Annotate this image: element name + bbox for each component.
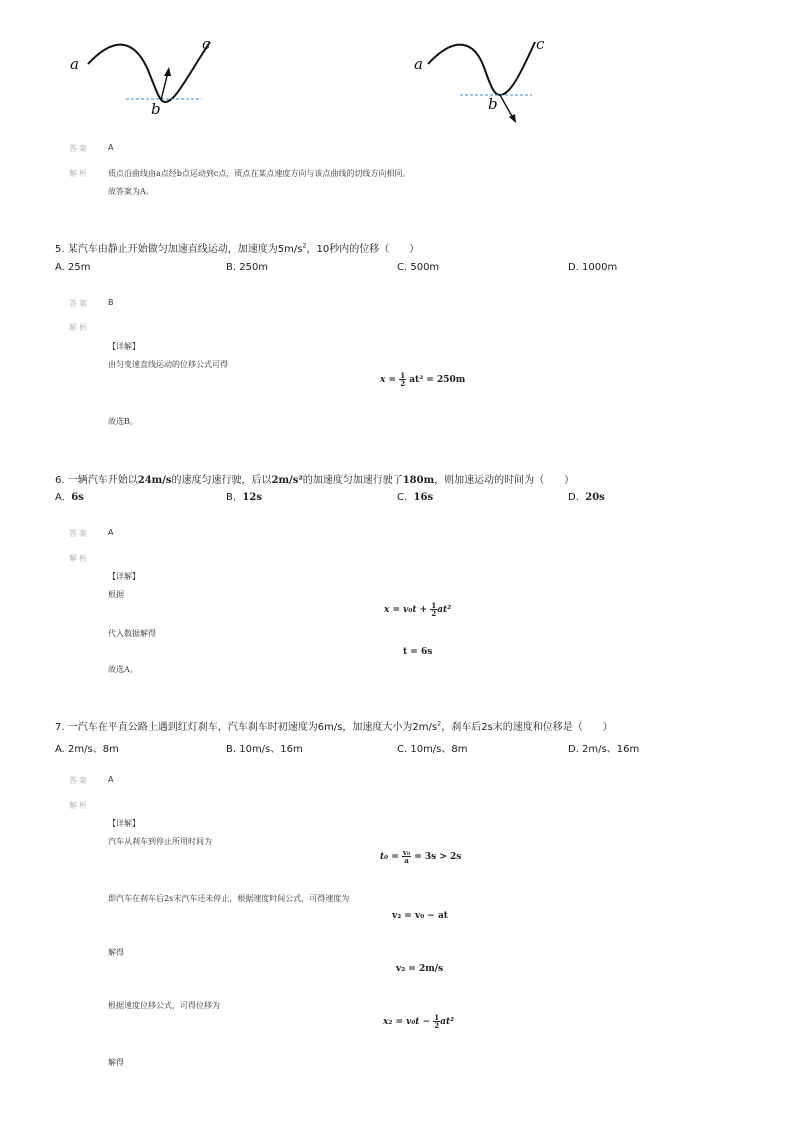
question-7-stem: 7. 一汽车在平直公路上遇到红灯刹车，汽车刹车时初速度为6m/s，加速度大小为$2m/s^2$，刹车后2s末的速度和位移是（ ）	[55, 719, 613, 733]
question-6-option-c[interactable]: C. 16s	[397, 492, 434, 503]
velocity-arrow	[500, 95, 513, 118]
velocity-arrowhead	[164, 67, 171, 76]
question-6-option-b[interactable]: B. 12s	[226, 492, 262, 503]
question-5-stem: 5. 某汽车由静止开始做匀加速直线运动，加速度为$5m/s^2$，10秒内的位移（ ）	[55, 241, 420, 255]
analysis-conclusion: 故答案为A。	[108, 187, 154, 196]
answer-value: B	[108, 298, 114, 307]
analysis-text: 解得	[108, 948, 124, 957]
analysis-label: 解析	[69, 801, 89, 810]
answer-value: A	[108, 528, 114, 537]
figure-label-a: a	[414, 55, 423, 73]
answer-label: 答案	[69, 776, 89, 785]
figure-label-c: c	[536, 35, 545, 53]
detail-heading: 【详解】	[108, 819, 140, 828]
question-5-option-b[interactable]: B. 250m	[226, 262, 269, 273]
figure-label-b: b	[488, 95, 498, 113]
trajectory-curve	[88, 42, 210, 102]
analysis-text: 根据	[108, 590, 124, 599]
analysis-text: 汽车从刹车到停止所用时间为	[108, 837, 212, 846]
curve-figure-left	[60, 30, 220, 125]
answer-label: 答案	[69, 144, 89, 153]
formula-velocity: v₂ = v₀ − at	[392, 911, 448, 921]
question-7-option-b[interactable]: B. 10m/s、16m	[226, 744, 303, 755]
formula-displacement: x = v₀t + $\frac{1}{2}$ at²	[384, 601, 452, 618]
question-5-option-d[interactable]: D. 1000m	[568, 262, 618, 273]
question-7-option-c[interactable]: C. 10m/s、8m	[397, 744, 468, 755]
question-6-option-a[interactable]: A. 6s	[55, 492, 84, 503]
answer-value: A	[108, 775, 114, 784]
formula-time: t = 6s	[403, 647, 433, 657]
analysis-text: 代入数据解得	[108, 629, 156, 638]
analysis-text: 解得	[108, 1058, 124, 1067]
figure-label-a: a	[70, 55, 79, 73]
formula-displacement: x = $\frac{1}{2}$ at² = 250m	[380, 371, 466, 388]
question-5-option-c[interactable]: C. 500m	[397, 262, 440, 273]
detail-heading: 【详解】	[108, 572, 140, 581]
formula-velocity-result: v₂ = 2m/s	[396, 964, 444, 974]
answer-label: 答案	[69, 299, 89, 308]
velocity-arrow	[161, 72, 168, 100]
trajectory-curve	[428, 42, 535, 95]
answer-label: 答案	[69, 529, 89, 538]
analysis-text: 根据速度位移公式，可得位移为	[108, 1001, 220, 1010]
analysis-label: 解析	[69, 554, 89, 563]
question-5-option-a[interactable]: A. 25m	[55, 262, 91, 273]
detail-heading: 【详解】	[108, 342, 140, 351]
formula-displacement: x₂ = v₀t − $\frac{1}{2}$ at²	[383, 1013, 455, 1030]
analysis-label: 解析	[69, 169, 89, 178]
analysis-label: 解析	[69, 323, 89, 332]
answer-value: A	[108, 143, 114, 152]
question-6-option-d[interactable]: D. 20s	[568, 492, 605, 503]
analysis-conclusion: 故选A。	[108, 665, 138, 674]
figure-label-b: b	[151, 100, 161, 118]
velocity-arrowhead	[509, 114, 516, 123]
question-7-option-a[interactable]: A. 2m/s、8m	[55, 744, 119, 755]
analysis-text: 即汽车在刹车后2s末汽车还未停止，根据速度时间公式，可得速度为	[108, 894, 350, 903]
formula-stop-time: t₀ = $\frac{\text{v₀}}{a}$ = 3s > 2s	[380, 848, 462, 865]
analysis-conclusion: 故选B。	[108, 417, 138, 426]
analysis-text: 质点沿曲线由a点经b点运动到c点，质点在某点速度方向与该点曲线的切线方向相同。	[108, 169, 411, 178]
figure-label-c: c	[202, 35, 211, 53]
question-6-stem: 6. 一辆汽车开始以24m/s的速度匀速行驶，后以2m/s²的加速度匀加速行驶了180m，则加速运动的时间为（ ）	[55, 475, 575, 486]
analysis-text: 由匀变速直线运动的位移公式可得	[108, 360, 228, 369]
question-7-option-d[interactable]: D. 2m/s、16m	[568, 744, 640, 755]
